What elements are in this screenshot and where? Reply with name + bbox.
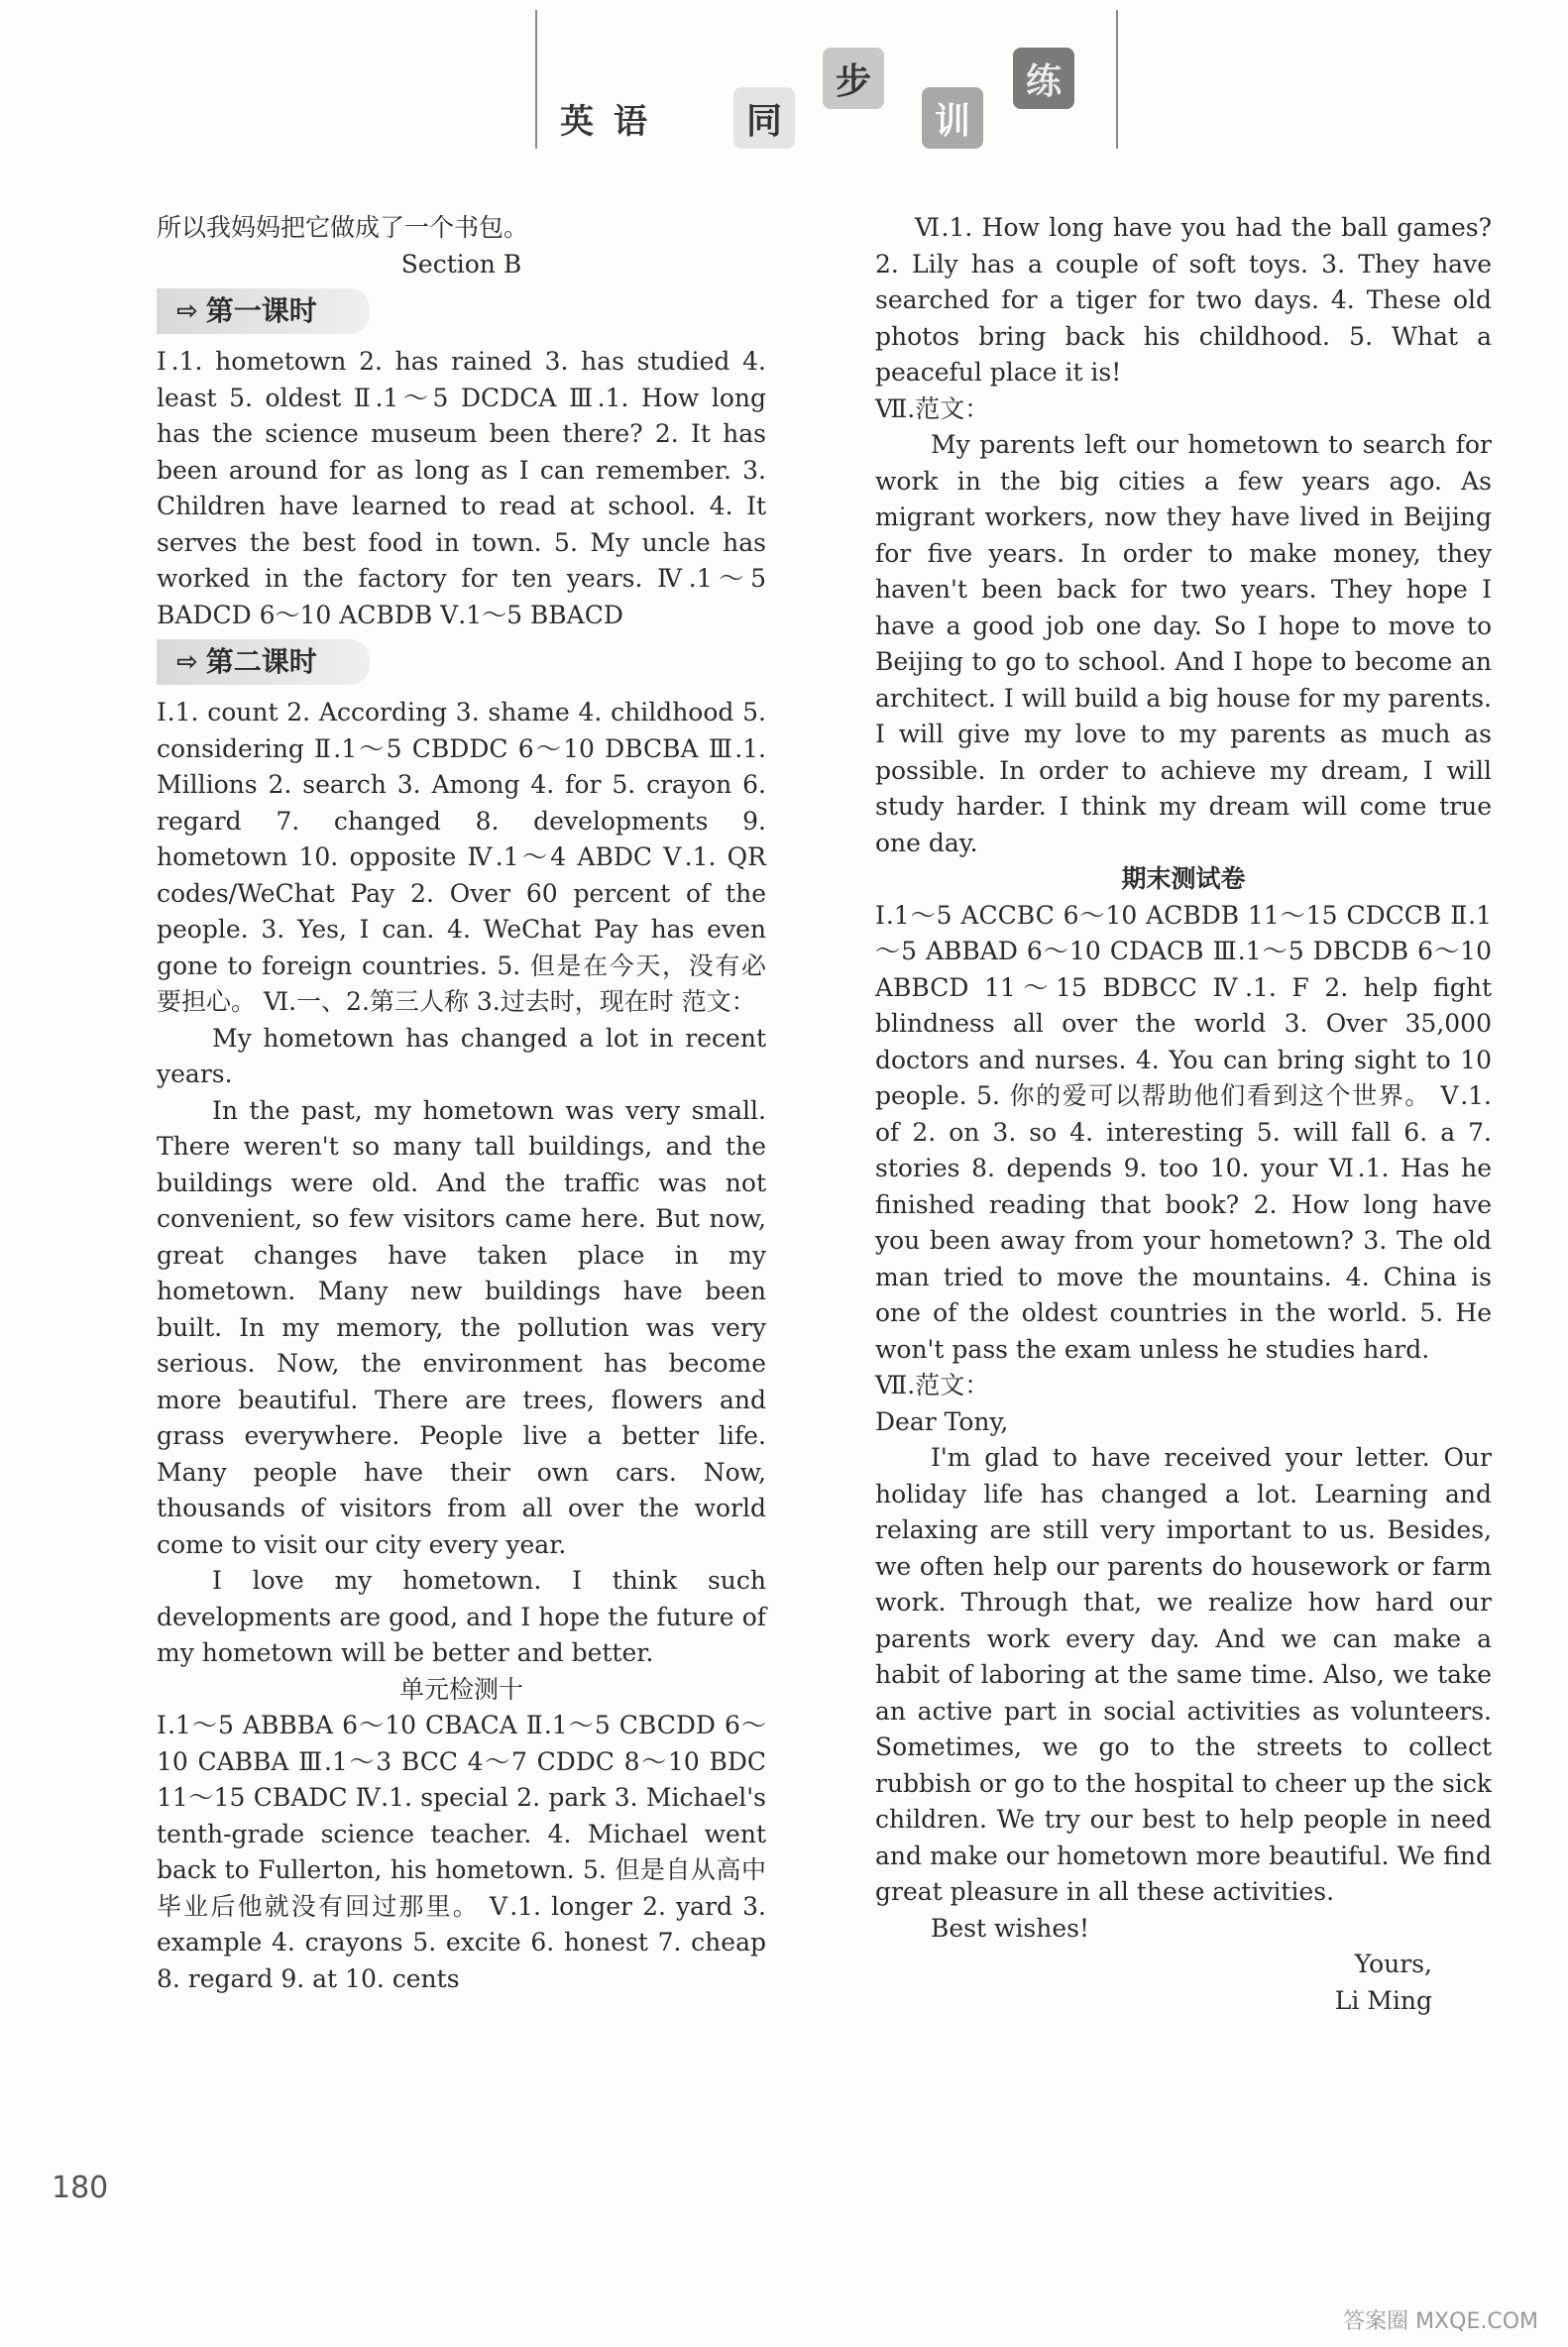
page-header [0,0,1568,168]
final-exam-heading: 期末测试卷 [1121,864,1246,893]
essay-label: Ⅶ.范文： [875,393,990,423]
header-divider-right [1116,10,1118,149]
letter-signature: Li Ming [1334,1985,1432,2015]
header-box-xun: 训 [922,87,983,149]
header-box-tong: 同 [733,87,795,149]
answer-block: Ⅰ.1. hometown 2. has rained 3. has studied 4. least 5. oldest Ⅱ.1～5 DCDCA Ⅲ.1. How long has the science museum been there? 2. It has been around for as long as I can remember. 3. Children have learned to read at school. 4. It serves the best food in town. 5. My uncle has worked in the factory for ten years. Ⅳ.1～5 BADCD 6～10 ACBDB Ⅴ.1～5 BBACD [157,347,766,629]
subject-title: 英语 [560,102,667,142]
page-number: 180 [52,2171,109,2205]
unit-test-heading: 单元检测十 [398,1674,523,1704]
watermark: 答案圈 MXQE.COM [1343,2309,1538,2334]
lesson-tag-2 [157,639,370,685]
arrow-icon: ⇨ [176,646,198,677]
essay-paragraph: My hometown has changed a lot in recent years. [157,1023,766,1088]
letter-salutation: Dear Tony, [875,1406,1009,1436]
essay-label: Ⅶ.范文： [875,1371,990,1399]
essay-paragraph: I love my hometown. I think such developments are good, and I hope the future of my hometown will be better and better. [157,1566,766,1667]
section-heading: Section B [400,249,522,279]
answer-block: Ⅵ.1. How long have you had the ball games? 2. Lily has a couple of soft toys. 3. They have searched for a tiger for two days. 4. These old photos bring back his childhood. 5. What a peaceful place it is! [875,213,1492,387]
text-line: 所以我妈妈把它做成了一个书包。 [157,213,529,242]
letter-closing: Best wishes! [931,1913,1089,1943]
essay-paragraph: My parents left our hometown to search for work in the big cities a few years ago. As migrant workers, now they have lived in Beijing for five years. In order to make money, they haven't been back for two years. They hope I have a good job one day. So I hope to move to Beijing to go to school. And I hope to become an architect. I will build a big house for my parents. I will give my love to my parents as much as possible. In order to achieve my dream, I will study harder. I think my dream will come true one day. [875,430,1492,857]
lesson-title: 第一课时 [205,293,317,327]
header-box-bu: 步 [823,48,884,109]
letter-yours: Yours, [1354,1950,1432,1978]
lesson-tag-1 [157,288,370,334]
essay-paragraph: In the past, my hometown was very small. There weren't so many tall buildings, and the buildings were old. And the traffic was not convenient, so few visitors came here. But now, great changes have taken place in my hometown. Many new buildings have been built. In my memory, the pollution was very serious. Now, the environment has become more beautiful. There are trees, flowers and grass everywhere. People live a better life. Many people have their own cars. Now, thousands of visitors from all over the world come to visit our city every year. [157,1095,766,1559]
answer-block: Ⅰ.1. count 2. According 3. shame 4. childhood 5. considering Ⅱ.1～5 CBDDC 6～10 DBCBA Ⅲ.1. Millions 2. search 3. Among 4. for 5. crayon 6. regard 7. changed 8. developments 9. hometown 10. opposite Ⅳ.1～4 ABDC Ⅴ.1. QR codes/WeChat Pay 2. Over 60 percent of the people. 3. Yes, I can. 4. WeChat Pay has even gone to foreign countries. 5. 但是在今天，没有必要担心。 Ⅵ.一、2.第三人称 3.过去时，现在时 范文： [157,698,766,1016]
answer-block: Ⅰ.1～5 ACCBC 6～10 ACBDB 11～15 CDCCB Ⅱ.1～5 ABBAD 6～10 CDACB Ⅲ.1～5 DBCDB 6～10 ABBCD 11～15 BDBCC Ⅳ.1. F 2. help fight blindness all over the world 3. Over 35,000 doctors and nurses. 4. You can bring sight to 10 people. 5. 你的爱可以帮助他们看到这个世界。 Ⅴ.1. of 2. on 3. so 4. interesting 5. will fall 6. a 7. stories 8. depends 9. too 10. your Ⅵ.1. Has he finished reading that book? 2. How long have you been away from your hometown? 3. The old man tried to move the mountains. 4. China is one of the oldest countries in the world. 5. He won't pass the exam unless he studies hard. [875,900,1492,1364]
right-column [875,210,1492,2019]
header-divider-left [535,10,537,149]
letter-body: I'm glad to have received your letter. Our holiday life has changed a lot. Learning and relaxing are still very important to us. Besides, we often help our parents do housework or farm work. Through that, we realize how hard our parents work every day. And we can make a habit of laboring at the same time. Also, we take an active part in social activities as volunteers. Sometimes, we go to the streets to collect rubbish or go to the hospital to cheer up the sick children. We try our best to help people in need and make our hometown more beautiful. We find great pleasure in all these activities. [875,1443,1492,1906]
arrow-icon: ⇨ [176,295,198,326]
left-column [157,210,766,1997]
answer-block: Ⅰ.1～5 ABBBA 6～10 CBACA Ⅱ.1～5 CBCDD 6～10 CABBA Ⅲ.1～3 BCC 4～7 CDDC 8～10 BDC 11～15 CBADC Ⅳ.1. special 2. park 3. Michael's tenth-grade science teacher. 4. Michael went back to Fullerton, his hometown. 5. 但是自从高中毕业后他就没有回过那里。 Ⅴ.1. longer 2. yard 3. example 4. crayons 5. excite 6. honest 7. cheap 8. regard 9. at 10. cents [157,1711,766,1993]
header-box-lian: 练 [1013,48,1074,109]
lesson-title: 第二课时 [205,644,317,678]
